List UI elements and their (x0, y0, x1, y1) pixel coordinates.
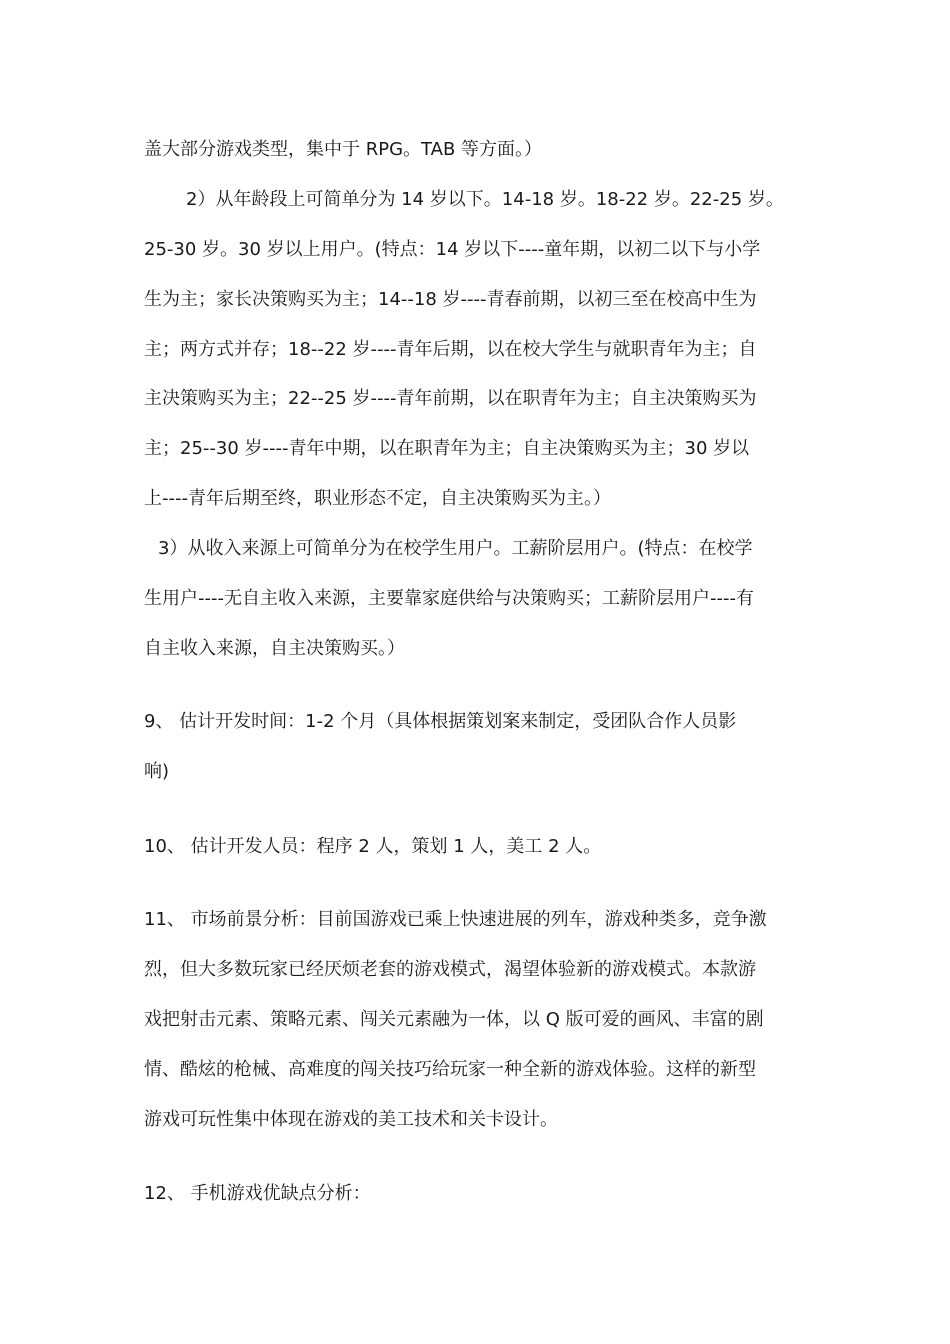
text-line: 自主收入来源，自主决策购买。） (144, 638, 405, 659)
text-line: 烈，但大多数玩家已经厌烦老套的游戏模式，渴望体验新的游戏模式。本款游 (144, 959, 756, 980)
text-line: 游戏可玩性集中体现在游戏的美工技术和关卡设计。 (144, 1109, 558, 1130)
section-9-line: 9、 估计开发时间：1-2 个月（具体根据策划案来制定，受团队合作人员影 (144, 711, 737, 732)
text-line: 生为主；家长决策购买为主；14--18 岁----青春前期，以初三至在校高中生为 (144, 289, 757, 310)
text-line: 主；25--30 岁----青年中期，以在职青年为主；自主决策购买为主；30 岁以 (144, 438, 750, 459)
text-line: 3）从收入来源上可简单分为在校学生用户。工薪阶层用户。(特点：在校学 (158, 538, 753, 559)
section-10-line: 10、 估计开发人员：程序 2 人，策划 1 人，美工 2 人。 (144, 836, 602, 857)
text-line: 主；两方式并存；18--22 岁----青年后期，以在校大学生与就职青年为主；自 (144, 339, 757, 360)
text-line: 戏把射击元素、策略元素、闯关元素融为一体，以 Q 版可爱的画风、丰富的剧 (144, 1009, 764, 1030)
section-12-line: 12、 手机游戏优缺点分析： (144, 1183, 371, 1204)
section-11-line: 11、 市场前景分析：目前国游戏已乘上快速进展的列车，游戏种类多，竞争激 (144, 909, 767, 930)
text-line: 2）从年龄段上可简单分为 14 岁以下。14-18 岁。18-22 岁。22-25 岁。 (186, 189, 784, 210)
text-line: 主决策购买为主；22--25 岁----青年前期，以在职青年为主；自主决策购买为 (144, 388, 757, 409)
text-line: 生用户----无自主收入来源，主要靠家庭供给与决策购买；工薪阶层用户----有 (144, 588, 754, 609)
text-line: 情、酷炫的枪械、高难度的闯关技巧给玩家一种全新的游戏体验。这样的新型 (144, 1059, 756, 1080)
text-line: 响) (144, 761, 170, 782)
text-line: 上----青年后期至终，职业形态不定，自主决策购买为主。） (144, 488, 611, 509)
text-line: 25-30 岁。30 岁以上用户。(特点：14 岁以下----童年期，以初二以下与小学 (144, 239, 761, 260)
text-line: 盖大部分游戏类型，集中于 RPG。TAB 等方面。） (144, 139, 543, 160)
